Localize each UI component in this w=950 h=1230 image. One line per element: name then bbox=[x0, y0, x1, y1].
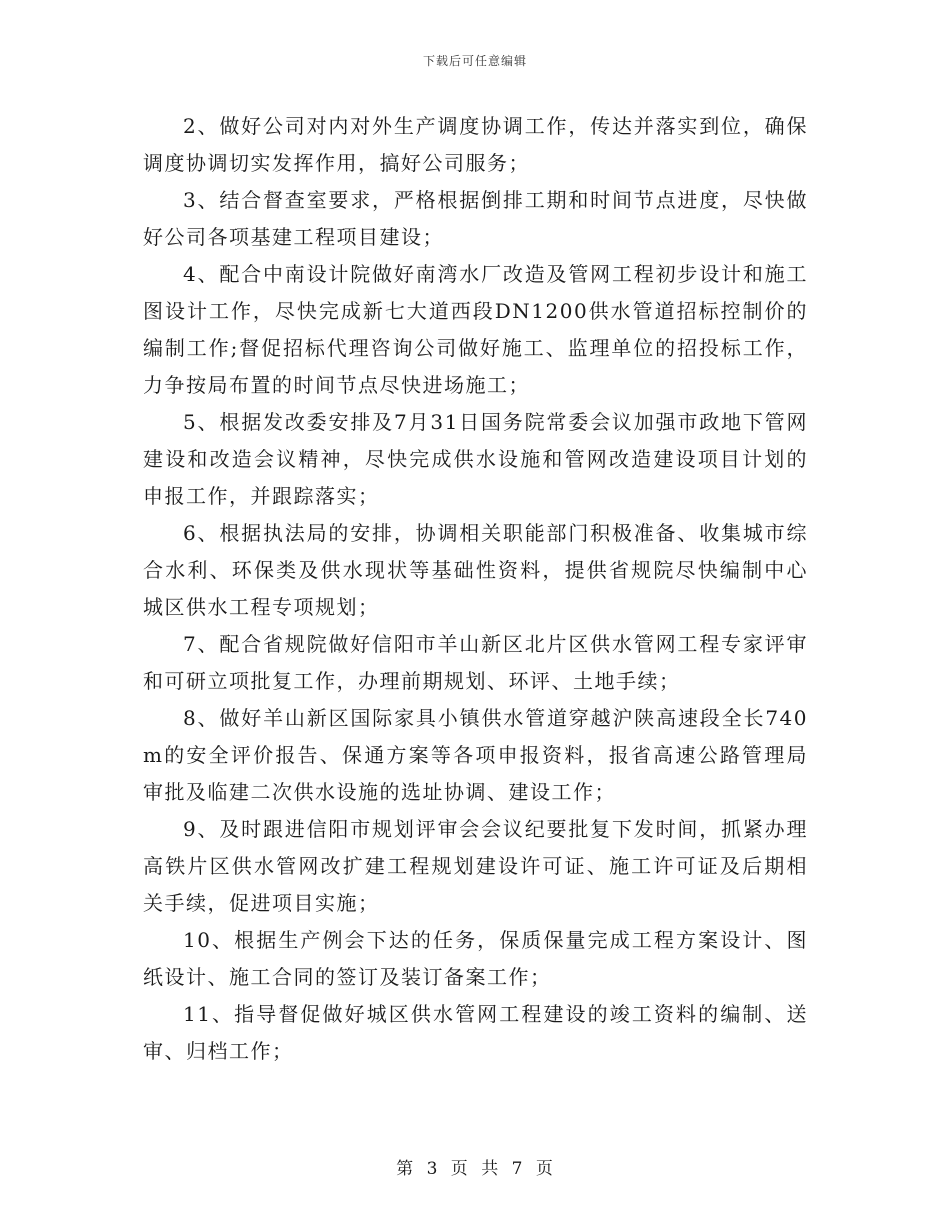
page-header: 下载后可任意编辑 bbox=[422, 54, 527, 68]
paragraph-item-11: 11、指导督促做好城区供水管网工程建设的竣工资料的编制、送审、归档工作； bbox=[143, 1002, 808, 1063]
paragraph-item-7: 7、配合省规院做好信阳市羊山新区北片区供水管网工程专家评审和可研立项批复工作，办理前期规划、环评、土地手续； bbox=[143, 632, 808, 693]
paragraph-item-4: 4、配合中南设计院做好南湾水厂改造及管网工程初步设计和施工图设计工作，尽快完成新七大道西段DN1200供水管道招标控制价的编制工作;督促招标代理咨询公司做好施工、监理单位的招投标工作，力争按局布置的时间节点尽快进场施工； bbox=[143, 262, 808, 397]
paragraph-item-10: 10、根据生产例会下达的任务，保质保量完成工程方案设计、图纸设计、施工合同的签订及装订备案工作； bbox=[143, 928, 808, 989]
paragraph-item-9: 9、及时跟进信阳市规划评审会会议纪要批复下发时间，抓紧办理高铁片区供水管网改扩建工程规划建设许可证、施工许可证及后期相关手续，促进项目实施； bbox=[143, 817, 808, 915]
paragraph-item-8: 8、做好羊山新区国际家具小镇供水管道穿越沪陕高速段全长740m的安全评价报告、保通方案等各项申报资料，报省高速公路管理局审批及临建二次供水设施的选址协调、建设工作； bbox=[143, 706, 808, 804]
paragraph-item-6: 6、根据执法局的安排，协调相关职能部门积极准备、收集城市综合水利、环保类及供水现状等基础性资料，提供省规院尽快编制中心城区供水工程专项规划； bbox=[143, 521, 808, 619]
page-number-footer: 第 3 页 共 7 页 bbox=[396, 1159, 554, 1179]
paragraph-item-5: 5、根据发改委安排及7月31日国务院常委会议加强市政地下管网建设和改造会议精神，尽快完成供水设施和管网改造建设项目计划的申报工作，并跟踪落实； bbox=[143, 410, 808, 508]
paragraph-item-3: 3、结合督查室要求，严格根据倒排工期和时间节点进度，尽快做好公司各项基建工程项目建设； bbox=[143, 188, 808, 249]
document-body bbox=[143, 108, 808, 1070]
paragraph-item-2: 2、做好公司对内对外生产调度协调工作，传达并落实到位，确保调度协调切实发挥作用，搞好公司服务； bbox=[143, 114, 808, 175]
